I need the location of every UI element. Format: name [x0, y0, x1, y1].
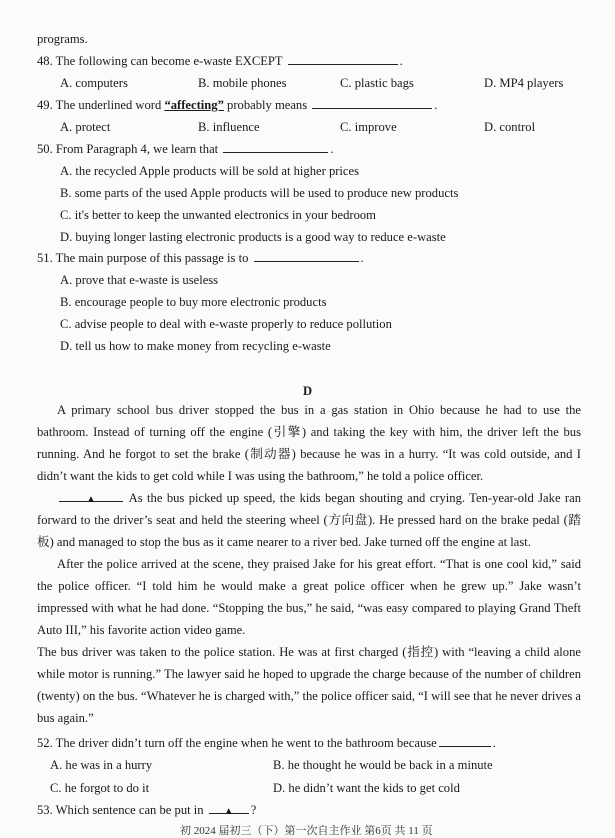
answer-blank — [312, 97, 432, 109]
passage-d — [37, 399, 581, 729]
question-53: 53. Which sentence can be put in ▲ ? — [37, 803, 257, 817]
question-52: 52. The driver didn’t turn off the engine when he went to the bathroom because . — [37, 736, 496, 750]
gap-blank: ▲ — [59, 487, 123, 502]
option-51-b: B. encourage people to buy more electronic products — [60, 295, 327, 309]
question-50: 50. From Paragraph 4, we learn that . — [37, 142, 334, 156]
option-48-a: A. computers — [60, 76, 128, 90]
question-48: 48. The following can become e-waste EXCEPT . — [37, 54, 403, 68]
option-49-b: B. influence — [198, 120, 260, 134]
option-48-c: C. plastic bags — [340, 76, 414, 90]
passage-paragraph-3: After the police arrived at the scene, they praised Jake for his great effort. “That is one cool kid,” said the police officer. “I told him he would make a great police officer when he grew up.” Jake wasn’t impressed with what he had done. “Stopping the bus,” he said, “was easy compared to playing Grand Theft Auto III,” his favorite action video game. — [37, 557, 581, 637]
question-49: 49. The underlined word “affecting” probably means . — [37, 98, 438, 112]
option-50-a: A. the recycled Apple products will be sold at higher prices — [60, 164, 360, 178]
option-52-c: C. he forgot to do it — [50, 781, 150, 795]
answer-blank — [288, 53, 398, 65]
passage-paragraph-1: A primary school bus driver stopped the bus in a gas station in Ohio because he had to use the bathroom. Instead of turning off the engine (引擎) and taking the key with him, the driver left the bus running. And he forgot to set the brake (制动器) because he was in a hurry. “It was cold outside, and I didn’t want the kids to get cold while I was using the bathroom,” he told a police officer. — [37, 403, 581, 483]
question-48-stem: 48. The following can become e-waste EXCEPT — [37, 54, 283, 68]
option-51-d: D. tell us how to make money from recycling e-waste — [60, 339, 331, 353]
underlined-word: “affecting” — [164, 98, 224, 112]
option-49-c: C. improve — [340, 120, 397, 134]
top-fragment: programs. — [37, 32, 88, 46]
page-footer: 初 2024 届初三（下）第一次自主作业 第6页 共 11 页 — [180, 825, 433, 837]
section-heading: D — [302, 384, 313, 398]
option-52-b: B. he thought he would be back in a minute — [273, 758, 493, 772]
gap-blank: ▲ — [209, 802, 249, 814]
option-50-c: C. it's better to keep the unwanted electronics in your bedroom — [60, 208, 376, 222]
option-52-a: A. he was in a hurry — [50, 758, 153, 772]
option-49-d: D. control — [484, 120, 536, 134]
option-48-d: D. MP4 players — [484, 76, 564, 90]
option-50-b: B. some parts of the used Apple products will be used to produce new products — [60, 186, 459, 200]
answer-blank — [439, 735, 491, 747]
question-51: 51. The main purpose of this passage is to . — [37, 251, 364, 265]
passage-paragraph-2: ▲ As the bus picked up speed, the kids began shouting and crying. Ten-year-old Jake ran forward to the driver’s seat and held the steering wheel (方向盘). He pressed hard on the brake pedal (踏板) and managed to stop the bus as it came nearer to a river bed. Jake turned off the engine at last. — [37, 487, 581, 553]
answer-blank — [223, 141, 328, 153]
passage-paragraph-4: The bus driver was taken to the police station. He was at first charged (指控) with “leaving a child alone while motor is running.” The lawyer said he hoped to upgrade the charge because of the number of children (twenty) on the bus. “Whatever he is charged with,” the police officer said, “I will see that he never drives a bus again.” — [37, 645, 581, 725]
answer-blank — [254, 250, 359, 262]
option-52-d: D. he didn’t want the kids to get cold — [273, 781, 460, 795]
option-49-a: A. protect — [60, 120, 111, 134]
option-50-d: D. buying longer lasting electronic products is a good way to reduce e-waste — [60, 230, 446, 244]
option-51-a: A. prove that e-waste is useless — [60, 273, 219, 287]
option-48-b: B. mobile phones — [198, 76, 287, 90]
option-51-c: C. advise people to deal with e-waste properly to reduce pollution — [60, 317, 392, 331]
